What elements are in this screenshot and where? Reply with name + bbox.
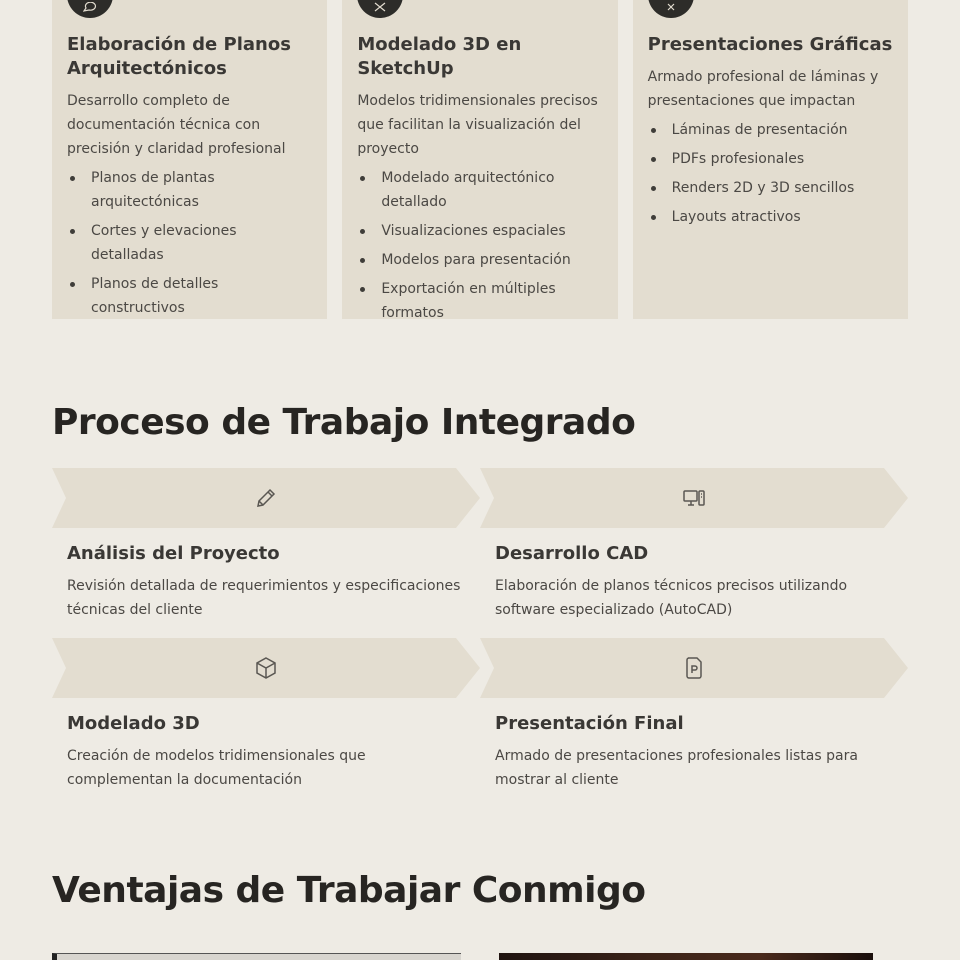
advantage-image (499, 953, 873, 960)
process-section-title: Proceso de Trabajo Integrado (52, 402, 636, 443)
list-item: PDFs profesionales (648, 147, 893, 171)
process-step-presentacion (480, 638, 908, 792)
service-title: Elaboración de Planos Arquitectónicos (67, 34, 291, 79)
list-item: Cortes y elevaciones detalladas (67, 219, 312, 267)
pencil-icon (254, 486, 278, 510)
list-item: Visualizaciones espaciales (357, 219, 602, 243)
process-step-cad (480, 468, 908, 622)
list-item: Modelado arquitectónico detallado (357, 166, 602, 214)
list-item: Láminas de presentación (648, 118, 893, 142)
advantages-gallery (52, 953, 873, 960)
advantages-section-title: Ventajas de Trabajar Conmigo (52, 870, 646, 911)
step-title: Presentación Final (495, 713, 684, 734)
chat-bubble-icon (67, 0, 113, 18)
service-list (67, 166, 312, 320)
step-title: Modelado 3D (67, 713, 200, 734)
list-item: Renders 2D y 3D sencillos (648, 176, 893, 200)
service-description: Desarrollo completo de documentación técnica con precisión y claridad profesional (67, 93, 286, 157)
step-chevron (480, 468, 908, 528)
cube-icon (254, 656, 278, 680)
step-title: Desarrollo CAD (495, 543, 649, 564)
service-title: Modelado 3D en SketchUp (357, 34, 522, 79)
computer-icon (682, 486, 706, 510)
list-item: Exportación en múltiples formatos (357, 277, 602, 325)
services-section (52, 0, 908, 319)
step-description: Armado de presentaciones profesionales listas para mostrar al cliente (495, 748, 858, 788)
service-description: Modelos tridimensionales precisos que facilitan la visualización del proyecto (357, 93, 598, 157)
service-title: Presentaciones Gráficas (647, 34, 893, 55)
step-title: Análisis del Proyecto (67, 543, 280, 564)
step-description: Creación de modelos tridimensionales que complementan la documentación (67, 748, 366, 788)
list-item: Modelos para presentación (357, 248, 602, 272)
service-card-modelado (342, 0, 617, 319)
list-item: Planos de detalles constructivos (67, 272, 312, 320)
process-steps (52, 468, 908, 792)
service-list (648, 118, 893, 229)
close-x-icon (648, 0, 694, 18)
step-chevron (52, 638, 480, 698)
step-chevron (52, 468, 480, 528)
step-description: Revisión detallada de requerimientos y especificaciones técnicas del cliente (67, 578, 461, 618)
process-step-modelado (52, 638, 480, 792)
list-item: Layouts atractivos (648, 205, 893, 229)
service-list (357, 166, 602, 325)
sketch-tools-icon (357, 0, 403, 18)
step-chevron (480, 638, 908, 698)
advantage-image (52, 953, 461, 960)
process-step-analisis (52, 468, 480, 622)
list-item: Planos de plantas arquitectónicas (67, 166, 312, 214)
pdf-file-icon (682, 656, 706, 680)
service-card-planos (52, 0, 327, 319)
service-description: Armado profesional de láminas y presentaciones que impactan (647, 69, 879, 109)
service-card-presentaciones (633, 0, 908, 319)
step-description: Elaboración de planos técnicos precisos utilizando software especializado (AutoCAD) (495, 578, 848, 618)
